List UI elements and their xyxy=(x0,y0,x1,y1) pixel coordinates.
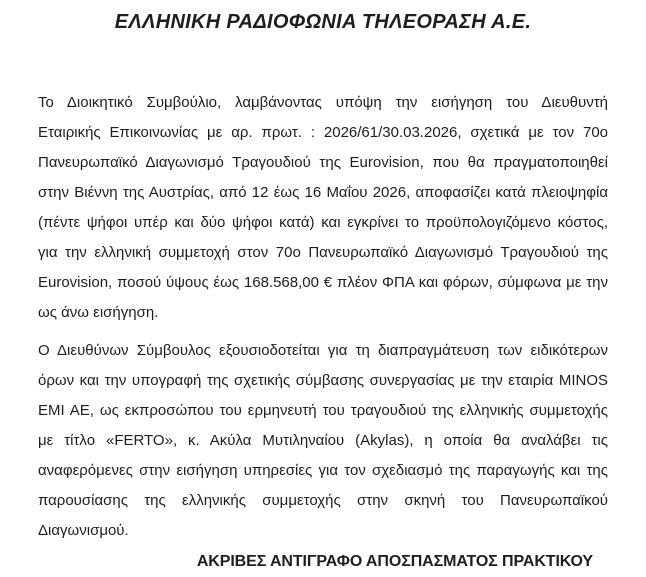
paragraph-line: αναφερόμενες στην εισήγηση υπηρεσίες για τον σχεδιασμό της παραγωγής και της xyxy=(38,462,608,479)
paragraph-line: EMI AE, ως εκπροσώπου του ερμηνευτή του τραγουδιού της ελληνικής συμμετοχής xyxy=(38,402,608,419)
paragraph-line: ως άνω εισήγηση. xyxy=(38,304,159,321)
paragraph-line: Εταιρικής Επικοινωνίας με αρ. πρωτ. : 2026/61/30.03.2026, σχετικά με τον 70ο xyxy=(38,124,608,141)
paragraph-line: Πανευρωπαϊκό Διαγωνισμό Τραγουδιού της Eurovision, που θα πραγματοποιηθεί xyxy=(38,154,608,171)
paragraph-line: όρων και την υπογραφή της σχετικής σύμβασης συνεργασίας με την εταιρία MINOS xyxy=(38,372,608,389)
paragraph-line: στην Βιέννη της Αυστρίας, από 12 έως 16 Μαΐου 2026, αποφασίζει κατά πλειοψηφία xyxy=(38,184,608,201)
paragraph-board-decision xyxy=(38,88,608,328)
document-body xyxy=(38,88,608,575)
paragraph-line: με τίτλο «FERTO», κ. Ακύλα Μυτιληναίου (Akylas), η οποία θα αναλάβει τις xyxy=(38,432,608,449)
paragraph-line: (πέντε ψήφοι υπέρ και δύο ψήφοι κατά) και εγκρίνει το προϋπολογιζόμενο κόστος, xyxy=(38,214,608,231)
paragraph-line: Διαγωνισμού. xyxy=(38,522,129,539)
certification-statement: ΑΚΡΙΒΕΣ ΑΝΤΙΓΡΑΦΟ ΑΠΟΣΠΑΣΜΑΤΟΣ ΠΡΑΚΤΙΚΟΥ xyxy=(196,553,593,570)
paragraph-ceo-authorization xyxy=(38,336,608,546)
paragraph-line: παρουσίασης της ελληνικής συμμετοχής στην σκηνή του Πανευρωπαϊκού xyxy=(38,492,608,509)
paragraph-line: Το Διοικητικό Συμβούλιο, λαμβάνοντας υπόψη την εισήγηση του Διευθυντή xyxy=(38,94,608,111)
paragraph-line: Ο Διευθύνων Σύμβουλος εξουσιοδοτείται για τη διαπραγμάτευση των ειδικότερων xyxy=(38,342,608,359)
document-title: ΕΛΛΗΝΙΚΗ ΡΑΔΙΟΦΩΝΙΑ ΤΗΛΕΟΡΑΣΗ Α.Ε. xyxy=(114,11,532,33)
paragraph-line: για την ελληνική συμμετοχή στον 70ο Πανευρωπαϊκό Διαγωνισμό Τραγουδιού της xyxy=(38,244,608,261)
paragraph-line: Eurovision, ποσού ύψους έως 168.568,00 € πλέον ΦΠΑ και φόρων, σύμφωνα με την xyxy=(38,274,608,291)
